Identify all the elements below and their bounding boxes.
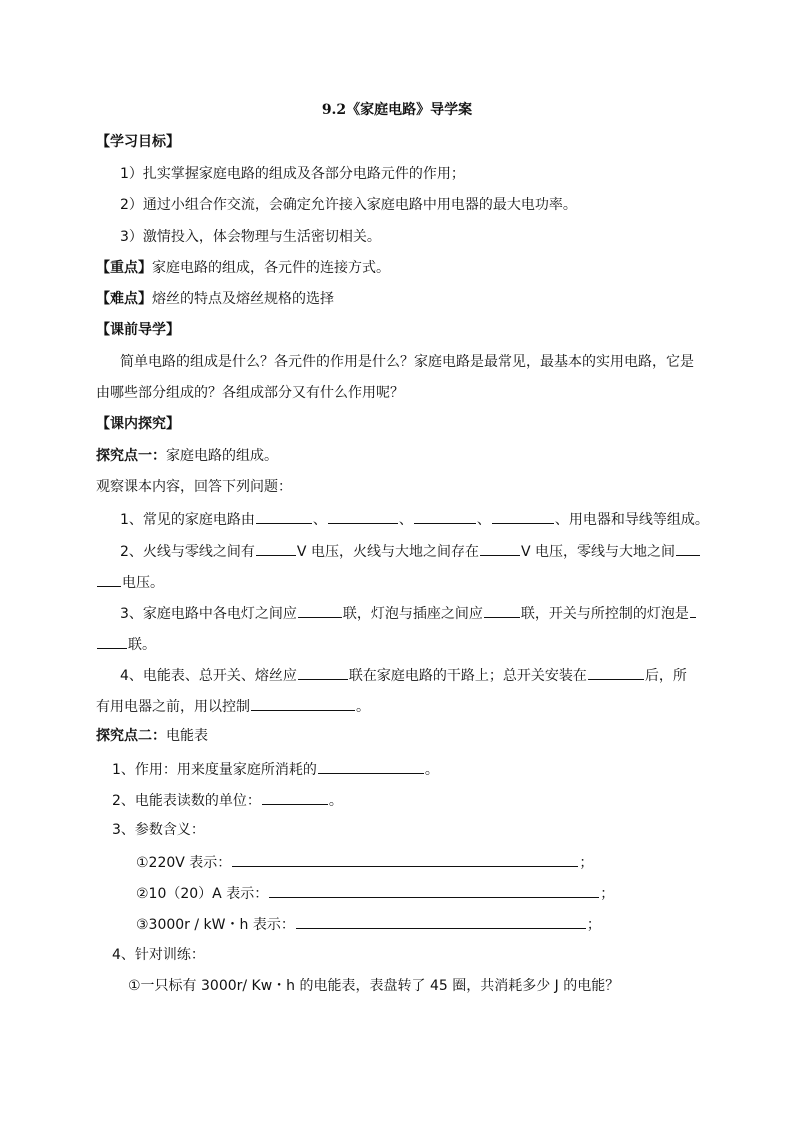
separator: 、 bbox=[476, 512, 491, 528]
question-text: ②10（20）A 表示： bbox=[136, 886, 269, 902]
question-text: V 电压，火线与大地之间存在 bbox=[296, 544, 479, 560]
difficulty-line bbox=[96, 289, 334, 309]
answer-blank[interactable] bbox=[262, 789, 328, 805]
point1-text: 家庭电路的组成。 bbox=[166, 448, 278, 464]
point1-observe: 观察课本内容，回答下列问题： bbox=[96, 479, 292, 495]
point2-question-4: 4、针对训练： bbox=[112, 947, 205, 963]
answer-blank[interactable] bbox=[414, 508, 476, 524]
answer-blank[interactable] bbox=[298, 664, 348, 680]
preview-header: 【课前导学】 bbox=[96, 322, 180, 338]
point2-text: 电能表 bbox=[166, 728, 208, 744]
param-1 bbox=[136, 851, 593, 873]
answer-blank[interactable] bbox=[318, 758, 424, 774]
answer-blank[interactable] bbox=[588, 664, 644, 680]
point1-question-3-cont bbox=[96, 633, 156, 655]
objective-item: 3）激情投入，体会物理与生活密切相关。 bbox=[120, 229, 381, 245]
answer-blank[interactable] bbox=[484, 602, 520, 618]
question-text: ①220V 表示： bbox=[136, 855, 232, 871]
answer-blank[interactable] bbox=[269, 882, 599, 898]
inclass-header: 【课内探究】 bbox=[96, 416, 180, 432]
answer-blank[interactable] bbox=[480, 540, 520, 556]
point1-question-1 bbox=[120, 508, 709, 530]
difficulty-label: 【难点】 bbox=[96, 291, 152, 307]
question-text: 1、常见的家庭电路由 bbox=[120, 512, 255, 528]
separator: 、 bbox=[312, 512, 327, 528]
answer-blank[interactable] bbox=[97, 633, 127, 649]
point1-question-3 bbox=[120, 602, 697, 624]
preview-text-line1: 简单电路的组成是什么？各元件的作用是什么？家庭电路是最常见，最基本的实用电路，它是 bbox=[120, 354, 694, 370]
answer-blank[interactable] bbox=[328, 508, 398, 524]
point2-question-1 bbox=[112, 758, 439, 780]
question-text: 。 bbox=[424, 762, 439, 778]
param-2 bbox=[136, 882, 614, 904]
question-text: 2、电能表读数的单位： bbox=[112, 793, 261, 809]
point2-question-2 bbox=[112, 789, 343, 811]
question-text: 。 bbox=[328, 793, 343, 809]
point2-question-3: 3、参数含义： bbox=[112, 822, 205, 838]
point1-question-4-cont bbox=[96, 695, 370, 717]
question-text: 有用电器之前，用以控制 bbox=[96, 699, 250, 715]
key-point-text: 家庭电路的组成，各元件的连接方式。 bbox=[152, 260, 390, 276]
question-text: ； bbox=[586, 917, 601, 933]
param-3 bbox=[136, 913, 601, 935]
objective-item: 2）通过小组合作交流，会确定允许接入家庭电路中用电器的最大电功率。 bbox=[120, 197, 577, 213]
answer-blank[interactable] bbox=[232, 851, 578, 867]
question-text: 后，所 bbox=[644, 668, 687, 684]
point1-question-2-cont bbox=[96, 571, 164, 593]
point2-label: 探究点二： bbox=[96, 728, 166, 744]
question-text: V 电压，零线与大地之间 bbox=[520, 544, 675, 560]
difficulty-text: 熔丝的特点及熔丝规格的选择 bbox=[152, 291, 334, 307]
answer-blank[interactable] bbox=[97, 571, 121, 587]
objectives-header: 【学习目标】 bbox=[96, 134, 180, 150]
question-text: 。 bbox=[356, 699, 370, 715]
question-text: 3、家庭电路中各电灯之间应 bbox=[120, 606, 297, 622]
question-text: 1、作用：用来度量家庭所消耗的 bbox=[112, 762, 317, 778]
point1-heading bbox=[96, 446, 278, 466]
answer-blank[interactable] bbox=[690, 602, 696, 618]
question-text: 2、火线与零线之间有 bbox=[120, 544, 255, 560]
question-text: 联，开关与所控制的灯泡是 bbox=[520, 606, 689, 622]
document-title: 9.2《家庭电路》导学案 bbox=[321, 102, 473, 118]
point2-heading bbox=[96, 726, 208, 746]
point1-question-4 bbox=[120, 664, 687, 686]
exercise-1: ①一只标有 3000r/ Kw・h 的电能表，表盘转了 45 圈，共消耗多少 J 的电能？ bbox=[128, 978, 620, 994]
answer-blank[interactable] bbox=[256, 508, 312, 524]
separator: 、 bbox=[398, 512, 413, 528]
question-text: 电压。 bbox=[122, 575, 164, 591]
question-text: 4、电能表、总开关、熔丝应 bbox=[120, 668, 297, 684]
key-point-label: 【重点】 bbox=[96, 260, 152, 276]
question-text: 、用电器和导线等组成。 bbox=[554, 512, 709, 528]
answer-blank[interactable] bbox=[492, 508, 554, 524]
answer-blank[interactable] bbox=[251, 695, 355, 711]
question-text: 联，灯泡与插座之间应 bbox=[342, 606, 483, 622]
key-point-line bbox=[96, 258, 390, 278]
point1-question-2 bbox=[120, 540, 701, 562]
question-text: ； bbox=[579, 855, 594, 871]
answer-blank[interactable] bbox=[256, 540, 296, 556]
answer-blank[interactable] bbox=[676, 540, 700, 556]
answer-blank[interactable] bbox=[296, 913, 586, 929]
question-text: ③3000r / kW・h 表示： bbox=[136, 917, 295, 933]
question-text: 联在家庭电路的干路上；总开关安装在 bbox=[348, 668, 587, 684]
answer-blank[interactable] bbox=[298, 602, 342, 618]
preview-text-line2: 由哪些部分组成的？各组成部分又有什么作用呢？ bbox=[96, 385, 404, 401]
objective-item: 1）扎实掌握家庭电路的组成及各部分电路元件的作用； bbox=[120, 166, 465, 182]
question-text: ； bbox=[600, 886, 615, 902]
point1-label: 探究点一： bbox=[96, 448, 166, 464]
question-text: 联。 bbox=[128, 637, 156, 653]
